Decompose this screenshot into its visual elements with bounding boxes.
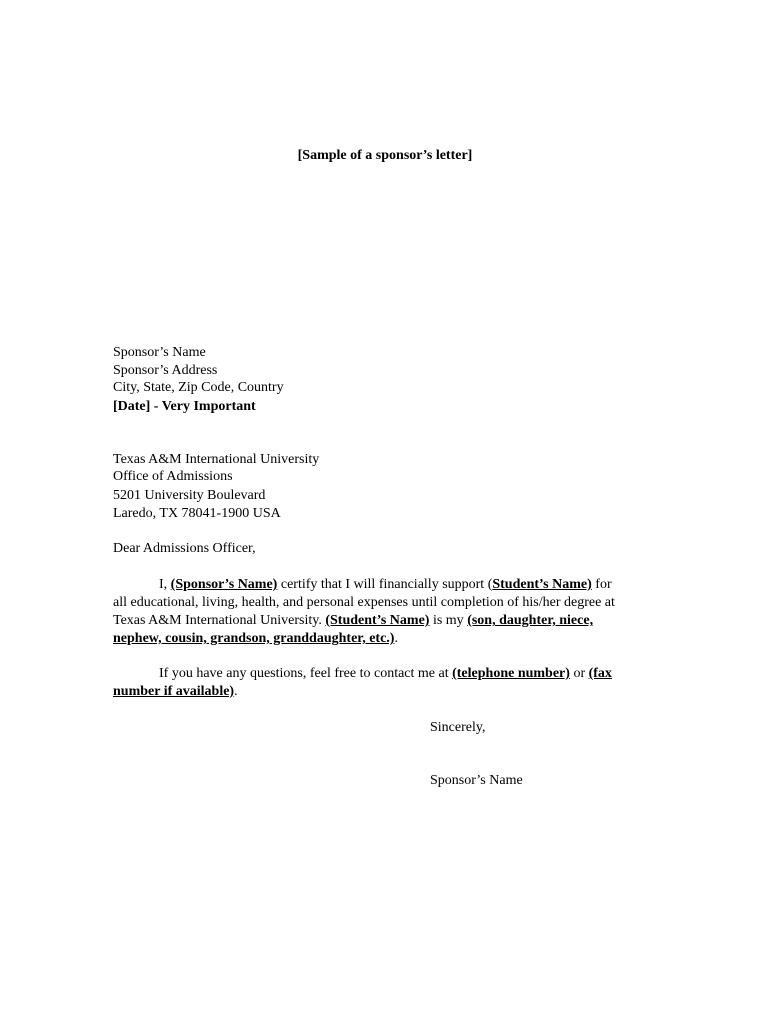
relationship-placeholder: nephew, cousin, grandson, granddaughter, etc.) <box>113 631 395 646</box>
relationship-placeholder: (son, daughter, niece, <box>467 613 594 628</box>
text-segment: I, <box>159 577 171 592</box>
text-segment: . <box>394 631 398 646</box>
sender-name: Sponsor’s Name <box>113 345 206 360</box>
telephone-placeholder: (telephone number) <box>452 666 570 681</box>
student-name-placeholder: (Student’s Name) <box>325 613 430 628</box>
paragraph-2-line-1 <box>113 665 612 683</box>
fax-placeholder: (fax <box>588 666 612 681</box>
sender-address: Sponsor’s Address <box>113 363 218 378</box>
sponsor-name-placeholder: (Sponsor’s Name) <box>170 577 278 592</box>
closing: Sincerely, <box>430 720 486 735</box>
paragraph-2-line-2 <box>113 683 238 701</box>
salutation: Dear Admissions Officer, <box>113 541 256 556</box>
paragraph-1-line-1 <box>113 576 612 594</box>
text-segment: or <box>569 666 589 681</box>
paragraph-1-line-2: all educational, living, health, and personal expenses until completion of his/her degree at <box>113 595 615 610</box>
text-segment: for <box>591 577 612 592</box>
letter-title: [Sample of a sponsor’s letter] <box>297 148 473 163</box>
paragraph-1-line-3 <box>113 612 593 630</box>
sender-city-line: City, State, Zip Code, Country <box>113 380 284 395</box>
paragraph-1-line-4 <box>113 630 398 648</box>
signature-name: Sponsor’s Name <box>430 773 523 788</box>
text-segment: certify that I will financially support ( <box>277 577 493 592</box>
text-segment: If you have any questions, feel free to contact me at <box>159 666 453 681</box>
fax-placeholder: number if available) <box>113 684 235 699</box>
text-segment: Texas A&M International University. <box>113 613 326 628</box>
text-segment: . <box>234 684 238 699</box>
recipient-line-1: Texas A&M International University <box>113 452 320 467</box>
student-name-placeholder: Student’s Name) <box>492 577 592 592</box>
recipient-line-2: Office of Admissions <box>113 469 233 484</box>
recipient-line-4: Laredo, TX 78041-1900 USA <box>113 506 281 521</box>
sender-date: [Date] - Very Important <box>113 399 256 414</box>
text-segment: is my <box>429 613 468 628</box>
recipient-line-3: 5201 University Boulevard <box>113 488 266 503</box>
